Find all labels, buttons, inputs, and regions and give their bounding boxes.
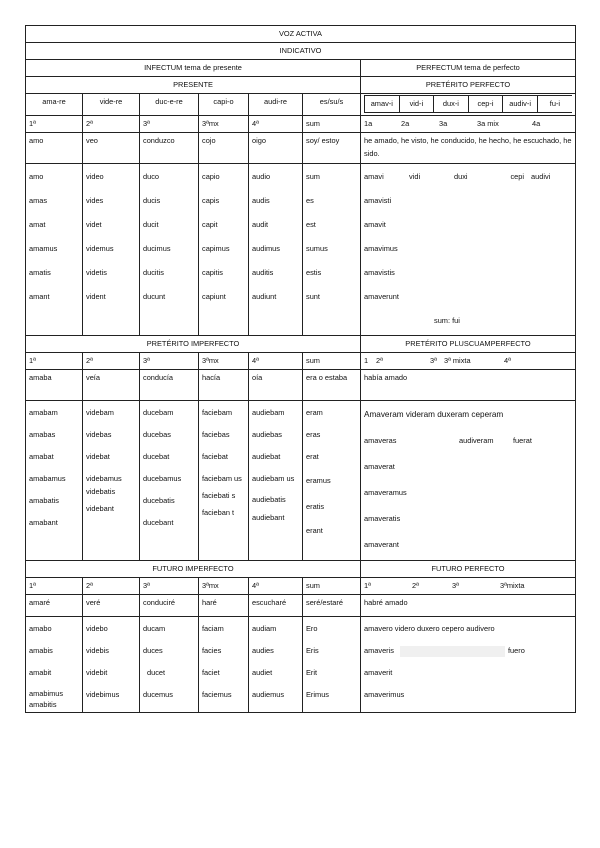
translation: escucharé: [249, 595, 303, 617]
form: audiebant: [252, 513, 285, 522]
stem-cell: audi-re: [249, 94, 303, 116]
translation: veía: [83, 370, 140, 401]
form: faciet: [202, 668, 220, 677]
form: audiemus: [252, 690, 285, 699]
form: faciebam us: [202, 474, 242, 483]
form: amat: [29, 220, 46, 229]
perfecto-conj-row: [361, 116, 576, 133]
form: videbimus: [86, 690, 120, 699]
perfecto-forms: [361, 164, 576, 336]
form: videbamus: [86, 474, 122, 483]
form: vident: [86, 292, 106, 301]
form: audio: [252, 172, 271, 181]
form: capimus: [202, 244, 230, 253]
imperfecto-forms-4: [249, 401, 303, 561]
conj-number: 4ª: [249, 578, 303, 595]
highlight-bar: [400, 646, 505, 657]
perfect-stem: fu-i: [537, 96, 572, 113]
conj-number: sum: [303, 353, 361, 370]
presente-forms-3: [140, 164, 199, 336]
form: videbam: [86, 408, 114, 417]
form: audiebam: [252, 408, 285, 417]
form: amabo: [29, 624, 52, 633]
perfecto-translation: he amado, he visto, he conducido, he hecho, he escuchado, he sido.: [361, 133, 576, 164]
form: erat: [306, 452, 319, 461]
translation: veo: [83, 133, 140, 164]
form: faciemus: [202, 690, 232, 699]
perfect-stem: audiv-i: [503, 96, 538, 113]
translation: amaré: [26, 595, 83, 617]
form: capio: [202, 172, 220, 181]
form: ducit: [143, 220, 159, 229]
mood-title: INDICATIVO: [26, 43, 576, 60]
form: amabatis: [29, 496, 59, 505]
form: capiunt: [202, 292, 226, 301]
form: ducitis: [143, 268, 164, 277]
form: eras: [306, 430, 321, 439]
form: audiam: [252, 624, 277, 633]
stem-cell: capi-o: [199, 94, 249, 116]
pluscuamperfecto-label: PRETÉRITO PLUSCUAMPERFECTO: [361, 336, 576, 353]
conj-number: 1ª: [26, 116, 83, 133]
form: videmus: [86, 244, 114, 253]
conj-number: 3ªmx: [199, 353, 249, 370]
form: amabit: [29, 668, 52, 677]
stem-cell: vide-re: [83, 94, 140, 116]
form: duxi: [454, 172, 468, 181]
stem-cell: es/su/s: [303, 94, 361, 116]
form: amavit: [364, 220, 386, 229]
form: videbo: [86, 624, 108, 633]
form: amabamus: [29, 474, 66, 483]
imperfecto-forms-2: [83, 401, 140, 561]
form: Erimus: [306, 690, 329, 699]
form: Eris: [306, 646, 319, 655]
translation: haré: [199, 595, 249, 617]
translation: conducía: [140, 370, 199, 401]
conj-number: 1: [364, 356, 369, 365]
form: amaverunt: [364, 292, 399, 301]
presente-label: PRESENTE: [26, 77, 361, 94]
form: audis: [252, 196, 270, 205]
infectum-header: INFECTUM tema de presente: [26, 60, 361, 77]
translation: conduciré: [140, 595, 199, 617]
form: sumus: [306, 244, 328, 253]
form: sunt: [306, 292, 320, 301]
form: eratis: [306, 502, 325, 511]
form: videbant: [86, 504, 114, 513]
conjugation-table: [25, 25, 576, 713]
conj-number: 4ª: [249, 353, 303, 370]
form: duces: [143, 646, 163, 655]
form: cepi: [510, 172, 524, 181]
form: amaveris: [364, 646, 394, 655]
pluscuam-forms: [361, 401, 576, 561]
presente-forms-sum: [303, 164, 361, 336]
conj-number: 3a mix: [477, 119, 499, 128]
form: vides: [86, 196, 104, 205]
form: Ero: [306, 624, 318, 633]
translation: cojo: [199, 133, 249, 164]
form: amabas: [29, 430, 56, 439]
voice-title: VOZ ACTIVA: [26, 26, 576, 43]
form: videbis: [86, 646, 110, 655]
form: faciebat: [202, 452, 228, 461]
presente-forms-2: [83, 164, 140, 336]
perfect-stem: dux-i: [434, 96, 469, 113]
conj-number: 3ªmx: [199, 578, 249, 595]
form: amant: [29, 292, 50, 301]
conj-number: 1ª: [26, 578, 83, 595]
form: amabam: [29, 408, 58, 417]
form: amavi: [364, 172, 384, 181]
conj-number: 2ª: [83, 116, 140, 133]
form: audies: [252, 646, 274, 655]
conj-number: 2ª: [376, 356, 383, 365]
form: amaveramus: [364, 488, 407, 497]
form: capitis: [202, 268, 223, 277]
form: faciebas: [202, 430, 230, 439]
imperfecto-label: PRETÉRITO IMPERFECTO: [26, 336, 361, 353]
conjugation-sheet: [25, 25, 576, 713]
form: audit: [252, 220, 269, 229]
conj-number: 4ª: [249, 116, 303, 133]
form: eram: [306, 408, 323, 417]
conj-number: 2ª: [83, 353, 140, 370]
stem-cell: duc-e-re: [140, 94, 199, 116]
pluscuam-conj-row: [361, 353, 576, 370]
perfect-stem: amav-i: [365, 96, 400, 113]
conj-number: 2a: [401, 119, 410, 128]
conj-number: 2ª: [83, 578, 140, 595]
form: video: [86, 172, 104, 181]
futuro-imperfecto-label: FUTURO IMPERFECTO: [26, 561, 361, 578]
form: amabimus amabitis: [29, 689, 64, 709]
translation: conduzco: [140, 133, 199, 164]
form: ducebas: [143, 430, 171, 439]
form: amaverat: [364, 462, 395, 471]
form: videt: [86, 220, 102, 229]
conj-number: 1ª: [364, 581, 371, 590]
conj-number: 3ªmx: [199, 116, 249, 133]
form: audiet: [252, 668, 273, 677]
form: audiveram: [459, 436, 494, 445]
form: amavisti: [364, 196, 392, 205]
perfecto-first-row: [364, 165, 572, 189]
conj-number: 2ª: [412, 581, 419, 590]
form: faciebati s: [202, 491, 236, 500]
form: ducimus: [143, 244, 171, 253]
imperfecto-forms-sum: [303, 401, 361, 561]
form: videbat: [86, 452, 110, 461]
presente-forms-4: [249, 164, 303, 336]
form: sum: [306, 172, 320, 181]
translation: amaba: [26, 370, 83, 401]
perfecto-label: PRETÉRITO PERFECTO: [361, 77, 576, 94]
futuro-forms-1: [26, 617, 83, 713]
perfect-stem: cep-i: [468, 96, 503, 113]
form: amaverant: [364, 540, 399, 549]
form: amas: [29, 196, 48, 205]
form: audiebam us: [252, 474, 295, 483]
form: audivi: [531, 172, 551, 181]
form: amabat: [29, 452, 54, 461]
conj-number: sum: [303, 116, 361, 133]
futuro-perfecto-conj-row: [361, 578, 576, 595]
form: audimus: [252, 244, 280, 253]
form: facieban t: [202, 508, 235, 517]
futuro-perfecto-second-row: [364, 640, 572, 662]
form: faciebam: [202, 408, 232, 417]
conj-number: 3ª: [452, 581, 459, 590]
presente-forms-1: [26, 164, 83, 336]
form: amaveras: [364, 436, 397, 445]
presente-forms-3mx: [199, 164, 249, 336]
form: est: [306, 220, 316, 229]
futuro-forms-3: [140, 617, 199, 713]
translation: veré: [83, 595, 140, 617]
futuro-perfecto-translation: habré amado: [361, 595, 576, 617]
form: amabant: [29, 518, 58, 527]
form: Erit: [306, 668, 318, 677]
pluscuam-second-row: [364, 428, 572, 454]
form: ducet: [147, 668, 166, 677]
conj-number: 3ª: [140, 116, 199, 133]
form: amaverit: [364, 668, 393, 677]
form: amaverimus: [364, 690, 405, 699]
translation: hacía: [199, 370, 249, 401]
form: fuerat: [513, 436, 532, 445]
conj-number: 4ª: [504, 356, 511, 365]
conj-number: 3ª: [140, 578, 199, 595]
futuro-forms-3mx: [199, 617, 249, 713]
futuro-forms-sum: [303, 617, 361, 713]
form: videbas: [86, 430, 112, 439]
form: amabis: [29, 646, 53, 655]
perfect-stem: vid-i: [399, 96, 434, 113]
form: ducebam: [143, 408, 174, 417]
translation: seré/estaré: [303, 595, 361, 617]
conj-number: sum: [303, 578, 361, 595]
form: duco: [143, 172, 160, 181]
stem-cell: ama-re: [26, 94, 83, 116]
form: fuero: [508, 646, 525, 655]
futuro-forms-2: [83, 617, 140, 713]
form: ducunt: [143, 292, 166, 301]
form: es: [306, 196, 314, 205]
form: ducebat: [143, 452, 170, 461]
conj-number: 3ª: [430, 356, 437, 365]
form: capit: [202, 220, 218, 229]
form: amatis: [29, 268, 51, 277]
translation: soy/ estoy: [303, 133, 361, 164]
translation: oigo: [249, 133, 303, 164]
futuro-perfecto-label: FUTURO PERFECTO: [361, 561, 576, 578]
conj-number: 3a: [439, 119, 448, 128]
conj-number: 3ª mixta: [444, 356, 471, 365]
translation: amo: [26, 133, 83, 164]
translation: oía: [249, 370, 303, 401]
translation: era o estaba: [303, 370, 361, 401]
form: amavistis: [364, 268, 395, 277]
form: erant: [306, 526, 323, 535]
form: ducis: [143, 196, 161, 205]
form: amavero videro duxero cepero audivero: [364, 624, 495, 633]
form: faciam: [202, 624, 224, 633]
conj-number: 1ª: [26, 353, 83, 370]
form: audiebat: [252, 452, 281, 461]
perfecto-sum: sum: fui: [434, 316, 460, 325]
form: Amaveram videram duxeram ceperam: [364, 410, 504, 419]
conj-number: 3ª: [140, 353, 199, 370]
form: videbit: [86, 668, 108, 677]
perfecto-stems: [361, 94, 576, 116]
form: vidi: [409, 172, 421, 181]
form: facies: [202, 646, 222, 655]
form: amamus: [29, 244, 58, 253]
form: auditis: [252, 268, 274, 277]
form: amaveratis: [364, 514, 401, 523]
form: videbatis: [86, 487, 116, 496]
form: ducemus: [143, 690, 173, 699]
form: ducam: [143, 624, 166, 633]
form: amavimus: [364, 244, 398, 253]
imperfecto-forms-3: [140, 401, 199, 561]
perfectum-header: PERFECTUM tema de perfecto: [361, 60, 576, 77]
form: eramus: [306, 476, 331, 485]
futuro-perfecto-forms: [361, 617, 576, 713]
imperfecto-forms-1: [26, 401, 83, 561]
form: audiebatis: [252, 495, 286, 504]
conj-number: 1a: [364, 119, 373, 128]
form: ducebamus: [143, 474, 182, 483]
conj-number: 4a: [532, 119, 541, 128]
form: audiebas: [252, 430, 282, 439]
conj-number: 3ªmixta: [500, 581, 525, 590]
form: ducebant: [143, 518, 174, 527]
form: videtis: [86, 268, 107, 277]
pluscuam-translation: había amado: [361, 370, 576, 401]
imperfecto-forms-3mx: [199, 401, 249, 561]
form: amo: [29, 172, 44, 181]
futuro-forms-4: [249, 617, 303, 713]
form: estis: [306, 268, 322, 277]
form: audiunt: [252, 292, 277, 301]
form: capis: [202, 196, 220, 205]
form: ducebatis: [143, 496, 175, 505]
